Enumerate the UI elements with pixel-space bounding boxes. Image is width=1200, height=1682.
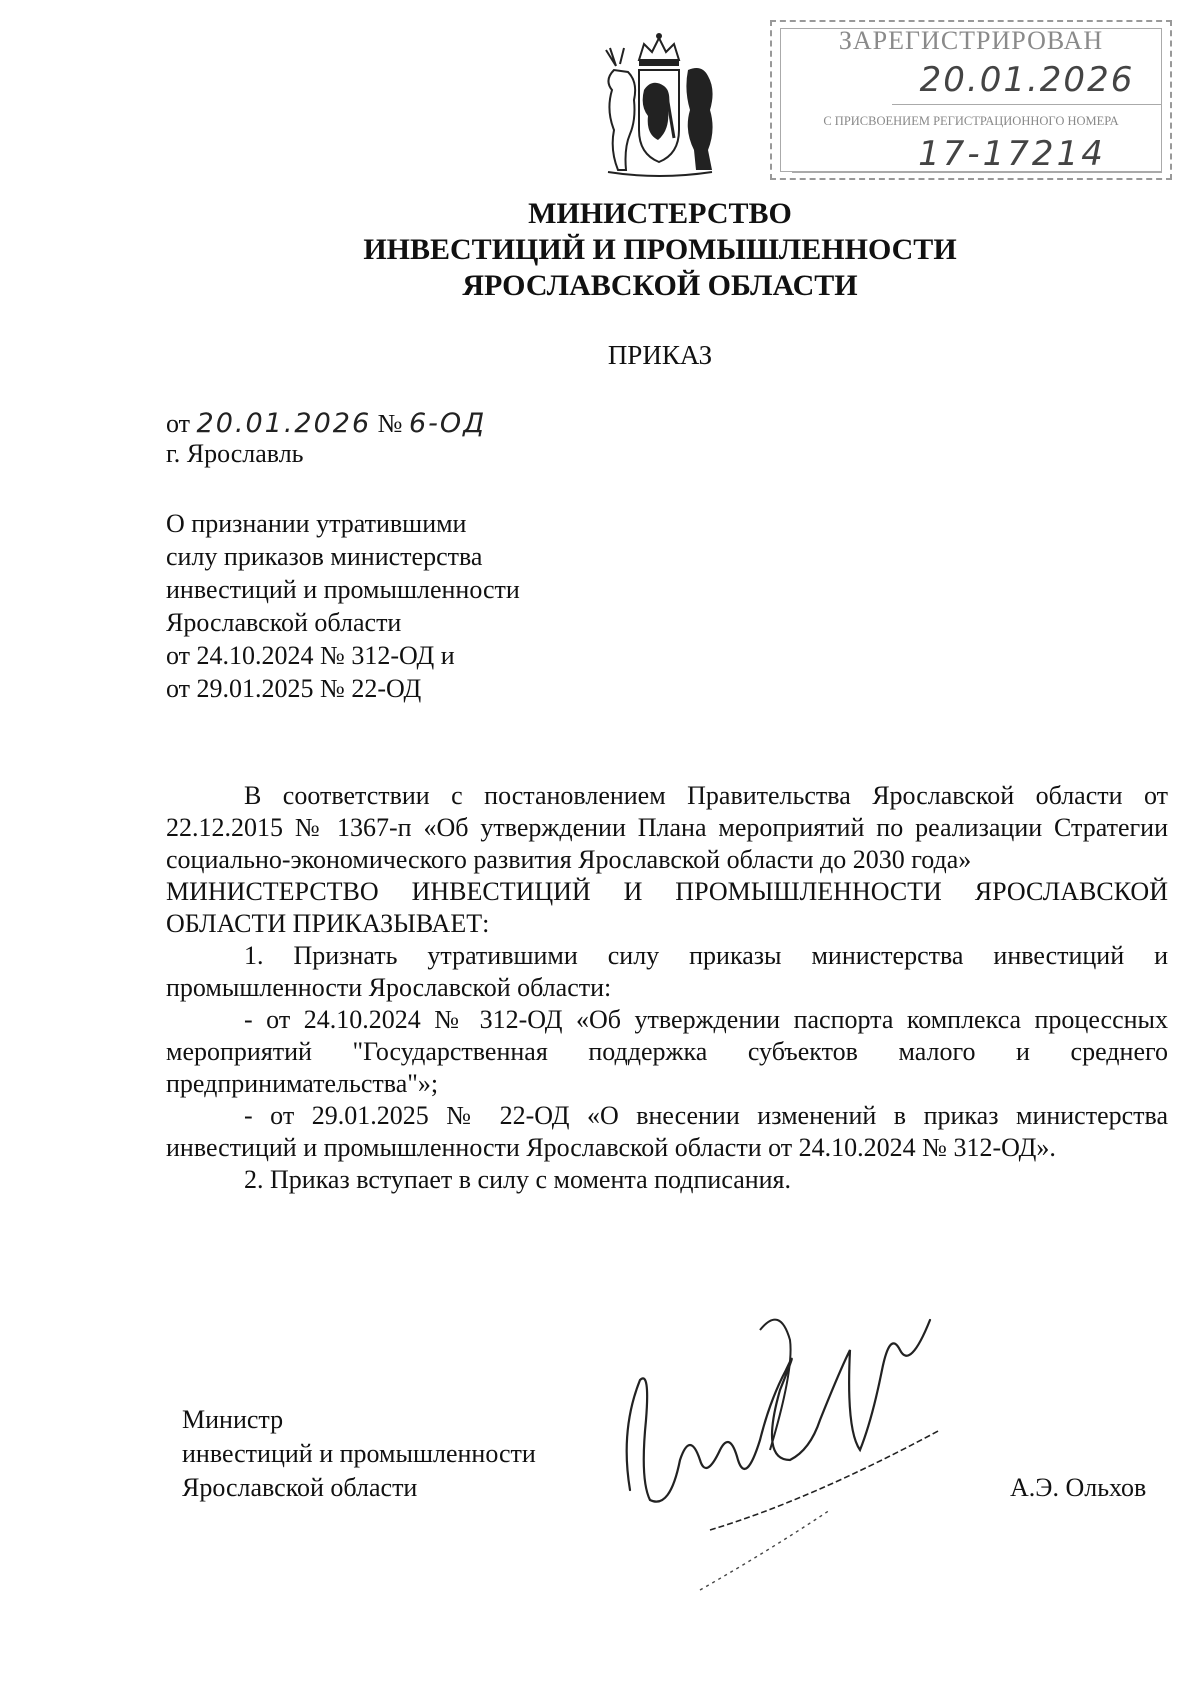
signatory-name: А.Э. Ольхов xyxy=(1010,1473,1147,1502)
ministry-heading-line2: ИНВЕСТИЦИЙ И ПРОМЫШЛЕННОСТИ xyxy=(363,233,957,266)
item-1-sub-b: - от 29.01.2025 № 22-ОД «О внесении изменений в приказ министерства инвестиций и промышленности Ярославской области от 24.10.2024 № 312-ОД». xyxy=(166,1101,1168,1162)
ministry-heading-line1: МИНИСТЕРСТВО xyxy=(528,197,792,230)
subject-line: О признании утратившими xyxy=(166,509,467,538)
ministry-heading-line3: ЯРОСЛАВСКОЙ ОБЛАСТИ xyxy=(462,269,858,302)
signatory-title-line: инвестиций и промышленности xyxy=(182,1439,536,1468)
stamp-title: ЗАРЕГИСТРИРОВАН xyxy=(838,26,1104,55)
signatory-title xyxy=(182,1404,536,1506)
stamp-handwritten-number: 17-17214 xyxy=(918,134,1106,174)
item-1-sub-a: - от 24.10.2024 № 312-ОД «Об утверждении паспорта комплекса процессных мероприятий "Государственная поддержка субъектов малого и среднего предпринимательства"»; xyxy=(166,1005,1168,1098)
item-1: 1. Признать утратившими силу приказы министерства инвестиций и промышленности Ярославской области: xyxy=(166,941,1168,1002)
subject-line: инвестиций и промышленности xyxy=(166,575,520,604)
signatory-title-line: Министр xyxy=(182,1405,284,1434)
order-date-number-line xyxy=(166,408,486,440)
order-handwritten-number: 6-ОД xyxy=(408,408,487,439)
stamp-handwritten-date: 20.01.2026 xyxy=(919,60,1135,100)
subject-line: Ярославской области xyxy=(166,608,402,637)
from-label: от xyxy=(166,409,191,438)
city-line: г. Ярославль xyxy=(166,439,304,468)
preamble-paragraph: В соответствии с постановлением Правительства Ярославской области от 22.12.2015 № 1367-п «Об утверждении Плана мероприятий по реализации Стратегии социально-экономического развития Ярославской области до 2030 года» xyxy=(166,781,1168,874)
subject-line: от 24.10.2024 № 312-ОД и xyxy=(166,641,455,670)
item-2: 2. Приказ вступает в силу с момента подписания. xyxy=(244,1165,792,1194)
stamp-subtitle: С ПРИСВОЕНИЕМ РЕГИСТРАЦИОННОГО НОМЕРА xyxy=(823,114,1119,128)
subject-line: от 29.01.2025 № 22-ОД xyxy=(166,674,422,703)
coat-of-arms-emblem xyxy=(584,30,734,180)
subject-line: силу приказов министерства xyxy=(166,542,483,571)
number-sign: № xyxy=(377,409,403,438)
order-body xyxy=(166,780,1168,1196)
order-subject xyxy=(166,508,520,706)
handwritten-signature xyxy=(610,1310,1010,1610)
ordering-clause: МИНИСТЕРСТВО ИНВЕСТИЦИЙ И ПРОМЫШЛЕННОСТИ ЯРОСЛАВСКОЙ ОБЛАСТИ ПРИКАЗЫВАЕТ: xyxy=(166,877,1168,938)
registration-stamp xyxy=(770,20,1172,180)
order-handwritten-date: 20.01.2026 xyxy=(196,408,372,439)
signatory-title-line: Ярославской области xyxy=(182,1473,418,1502)
document-type: ПРИКАЗ xyxy=(607,340,713,370)
